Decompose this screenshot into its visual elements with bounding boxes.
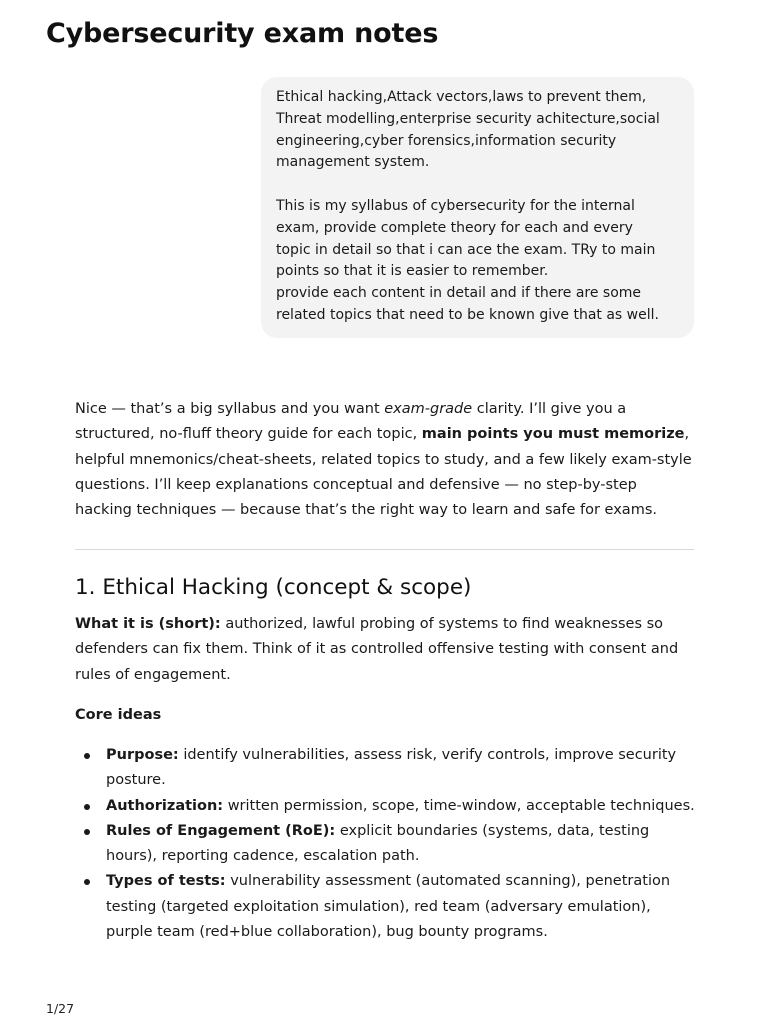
core-ideas-list [75, 743, 697, 945]
list-item-label: Rules of Engagement (RoE): [106, 822, 336, 839]
bullet-icon [84, 804, 90, 810]
section-heading: 1. Ethical Hacking (concept & scope) [75, 575, 472, 600]
intro-text: , helpful mnemonics/cheat-sheets, related topics to study, and a few likely exam-style questions. I’ll keep explanations conceptual and defensive — no step-by-step hacking techniques — because that’s the right way to learn and safe for exams. [75, 426, 692, 519]
section-divider [75, 549, 694, 550]
list-item-text: vulnerability assessment (automated scanning), penetration testing (targeted exploitation simulation), red team (adversary emulation), purple team (red+blue collaboration), bug bounty programs. [106, 873, 671, 941]
list-item-text: identify vulnerabilities, assess risk, verify controls, improve security posture. [106, 747, 677, 789]
user-message-paragraph: This is my syllabus of cybersecurity for the internal exam, provide complete theory for each and every topic in detail so that i can ace the exam. TRy to main points so that it is easier to remember. provide each content in detail and if there are some related topics that need to be known give that as well. [276, 197, 659, 323]
list-item [75, 743, 697, 794]
list-item [75, 869, 697, 945]
list-item-label: Authorization: [106, 797, 224, 814]
page-title: Cybersecurity exam notes [46, 18, 439, 49]
list-item-label: Purpose: [106, 747, 179, 763]
bullet-icon [84, 879, 90, 885]
intro-text: clarity. I’ll give you a structured, no-fluff theory guide for each topic, [75, 401, 627, 443]
list-item-label: Types of tests: [106, 873, 226, 890]
list-item [75, 794, 697, 819]
intro-text: Nice — that’s a big syllabus and you want [75, 401, 385, 417]
bullet-icon [84, 753, 90, 759]
what-it-is-paragraph [75, 612, 697, 688]
intro-paragraph [75, 397, 697, 523]
list-item [75, 819, 697, 870]
user-message-paragraph: Ethical hacking,Attack vectors,laws to prevent them, Threat modelling,enterprise security achitecture,social engineering,cyber forensics,information security management system. [276, 89, 660, 171]
intro-bold: main points you must memorize [421, 426, 685, 443]
core-ideas-label: Core ideas [75, 707, 162, 723]
assistant-answer-intro [75, 397, 697, 523]
user-message-bubble [261, 77, 694, 338]
list-item-text: explicit boundaries (systems, data, testing hours), reporting cadence, escalation path. [106, 822, 650, 865]
bullet-icon [84, 829, 90, 835]
what-it-is-text: authorized, lawful probing of systems to find weaknesses so defenders can fix them. Think of it as controlled offensive testing with consent and rules of engagement. [75, 616, 679, 683]
list-item-text: written permission, scope, time-window, acceptable techniques. [223, 797, 695, 814]
intro-emphasis: exam-grade [384, 401, 473, 417]
what-it-is-label: What it is (short): [75, 616, 221, 632]
page-number: 1/27 [46, 1001, 75, 1016]
